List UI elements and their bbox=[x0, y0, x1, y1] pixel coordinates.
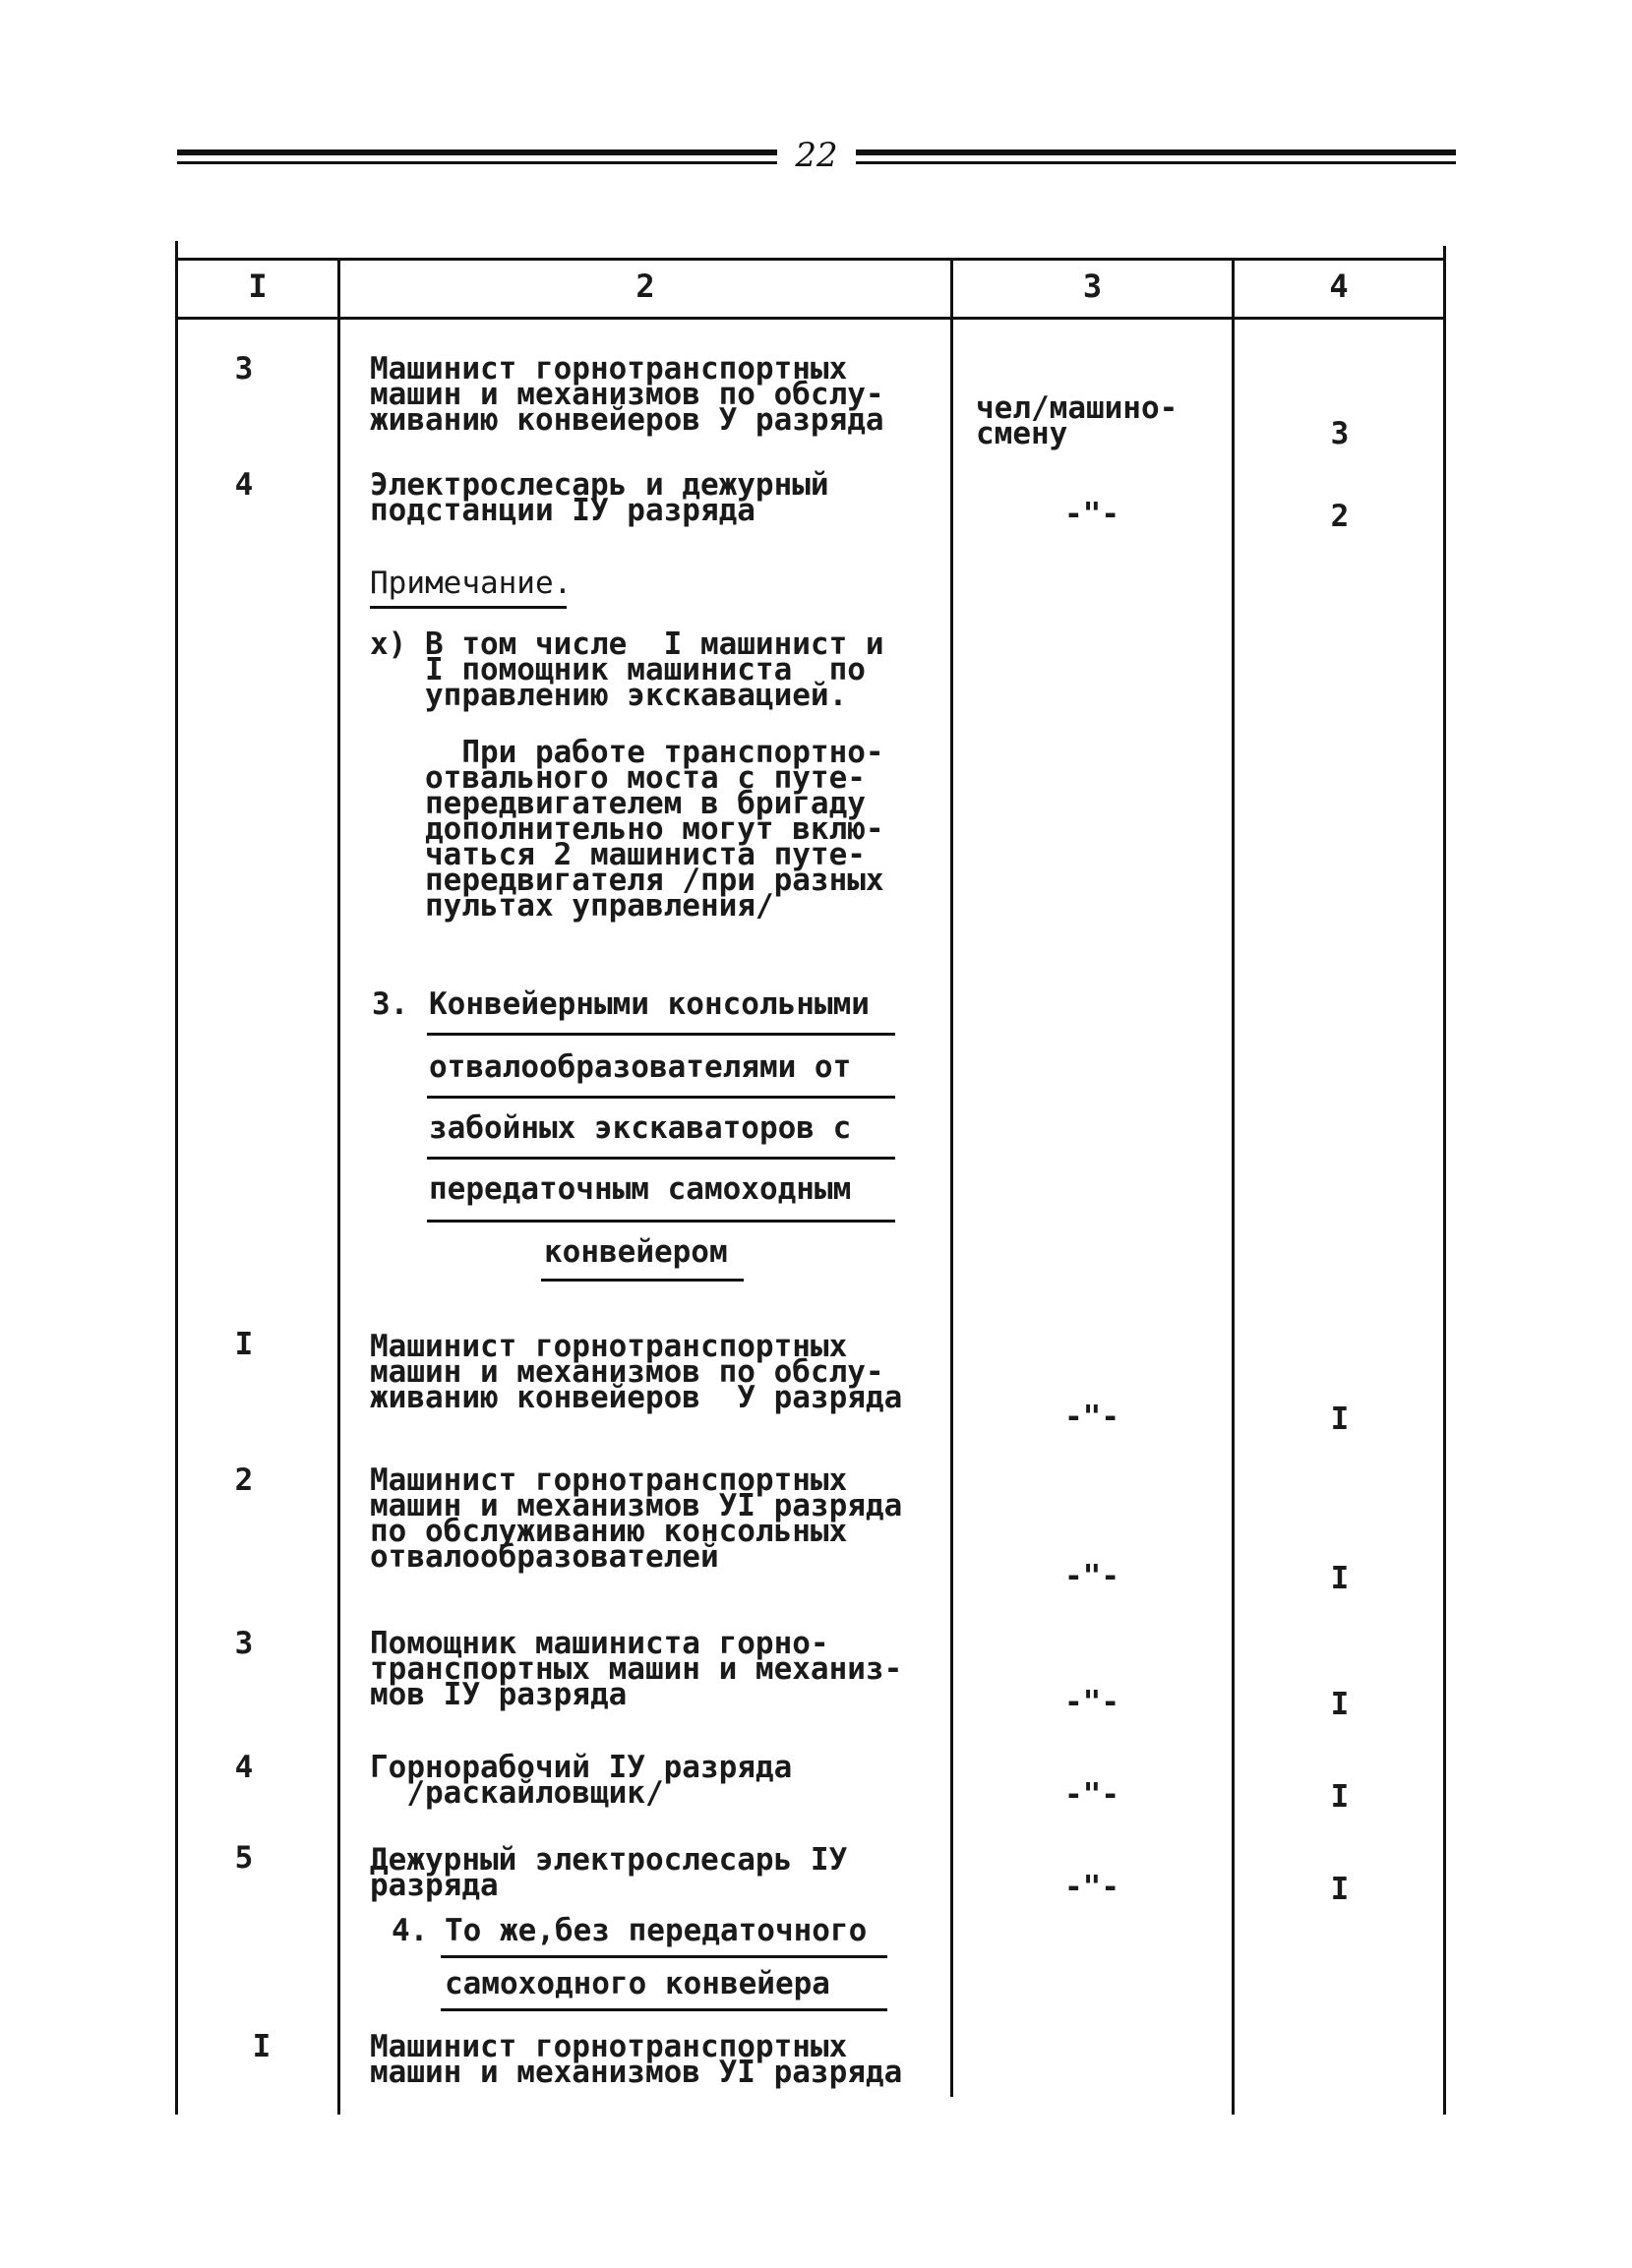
section-3-line: Конвейерными консольными bbox=[429, 986, 870, 1022]
section-3-line: конвейером bbox=[544, 1234, 728, 1270]
row-description: Горнорабочий IУ разряда /раскайловщик/ bbox=[370, 1750, 793, 1811]
row-unit: чел/машино- смену bbox=[976, 390, 1179, 451]
table-border-left bbox=[175, 241, 178, 2115]
column-divider-3 bbox=[1232, 258, 1235, 2115]
row-quantity: I bbox=[1330, 1687, 1350, 1722]
header-rule-left-bottom bbox=[177, 161, 777, 164]
row-quantity: I bbox=[1330, 1402, 1350, 1437]
row-unit: -"- bbox=[1064, 497, 1119, 532]
header-rule-right-bottom bbox=[856, 161, 1456, 164]
row-unit: -"- bbox=[1064, 1870, 1119, 1905]
section-3-underline bbox=[427, 1220, 895, 1223]
row-quantity: 2 bbox=[1330, 499, 1350, 534]
row-quantity: I bbox=[1330, 1779, 1350, 1815]
section-3-underline bbox=[427, 1096, 895, 1099]
note-title: Примечание. bbox=[370, 566, 573, 601]
section-3-underline bbox=[541, 1279, 744, 1282]
section-3-line: отвалообразователями от bbox=[429, 1049, 852, 1085]
col-header-4: 4 bbox=[1329, 268, 1349, 305]
col-header-2: 2 bbox=[635, 268, 655, 305]
section-3-line: передаточным самоходным bbox=[429, 1171, 852, 1207]
row-quantity: I bbox=[1330, 1561, 1350, 1596]
row-number: I bbox=[234, 1327, 254, 1362]
note-title-underline bbox=[370, 606, 567, 609]
note-text: х) В том числе I машинист и I помощник машиниста по управлению экскавацией. bbox=[370, 627, 884, 713]
row-number: 4 bbox=[234, 1750, 254, 1785]
row-quantity: 3 bbox=[1330, 416, 1350, 451]
row-unit: -"- bbox=[1064, 1777, 1119, 1813]
row-number: 3 bbox=[234, 1626, 254, 1661]
col-header-1: I bbox=[248, 268, 268, 305]
section-4-underline bbox=[441, 1955, 887, 1958]
table-border-right bbox=[1443, 246, 1446, 2115]
header-top-line bbox=[175, 258, 1446, 261]
section-4-line: самоходного конвейера bbox=[445, 1966, 830, 2001]
row-unit: -"- bbox=[1064, 1685, 1119, 1720]
row-description: Электрослесарь и дежурный подстанции IУ разряда bbox=[370, 467, 829, 528]
row-quantity: I bbox=[1330, 1872, 1350, 1907]
row-number: 5 bbox=[234, 1840, 254, 1876]
row-description: Машинист горнотранспортных машин и механизмов по обслу- живанию конвейеров У разряда bbox=[370, 351, 884, 438]
row-number: 3 bbox=[234, 351, 254, 387]
row-description: Машинист горнотранспортных машин и механизмов УI разряда bbox=[370, 2029, 903, 2090]
col-header-3: 3 bbox=[1082, 268, 1103, 305]
row-number: 2 bbox=[234, 1462, 254, 1498]
section-3-line: забойных экскаваторов с bbox=[429, 1110, 852, 1146]
row-description: Дежурный электрослесарь IУ разряда bbox=[370, 1842, 848, 1903]
row-description: Машинист горнотранспортных машин и механизмов УI разряда по обслуживанию консольных отвалообразователей bbox=[370, 1462, 903, 1575]
header-rule-left-top bbox=[177, 149, 777, 155]
section-4-number: 4. bbox=[392, 1913, 429, 1948]
section-3-underline bbox=[427, 1033, 895, 1036]
header-rule-right-top bbox=[856, 149, 1456, 155]
header-bottom-line bbox=[175, 317, 1446, 320]
section-4-line: То же,без передаточного bbox=[445, 1913, 868, 1948]
row-unit: -"- bbox=[1064, 1400, 1119, 1435]
row-unit: -"- bbox=[1064, 1559, 1119, 1594]
row-description: Помощник машиниста горно- транспортных машин и механиз- мов IУ разряда bbox=[370, 1626, 903, 1712]
section-4-underline bbox=[441, 2008, 887, 2011]
section-3-number: 3. bbox=[372, 986, 409, 1022]
column-divider-1 bbox=[337, 258, 340, 2115]
note-text-continued: При работе транспортно- отвального моста с путе- передвигателем в бригаду дополнительно могут вклю- чаться 2 машиниста путе- передвигателя /при разных пультах управления/ bbox=[424, 735, 884, 924]
row-description: Машинист горнотранспортных машин и механизмов по обслу- живанию конвейеров У разряда bbox=[370, 1329, 903, 1415]
column-divider-2 bbox=[950, 258, 953, 2097]
row-number: 4 bbox=[234, 467, 254, 503]
row-number: I bbox=[252, 2029, 272, 2064]
page-number: 22 bbox=[795, 136, 838, 175]
section-3-underline bbox=[427, 1157, 895, 1160]
